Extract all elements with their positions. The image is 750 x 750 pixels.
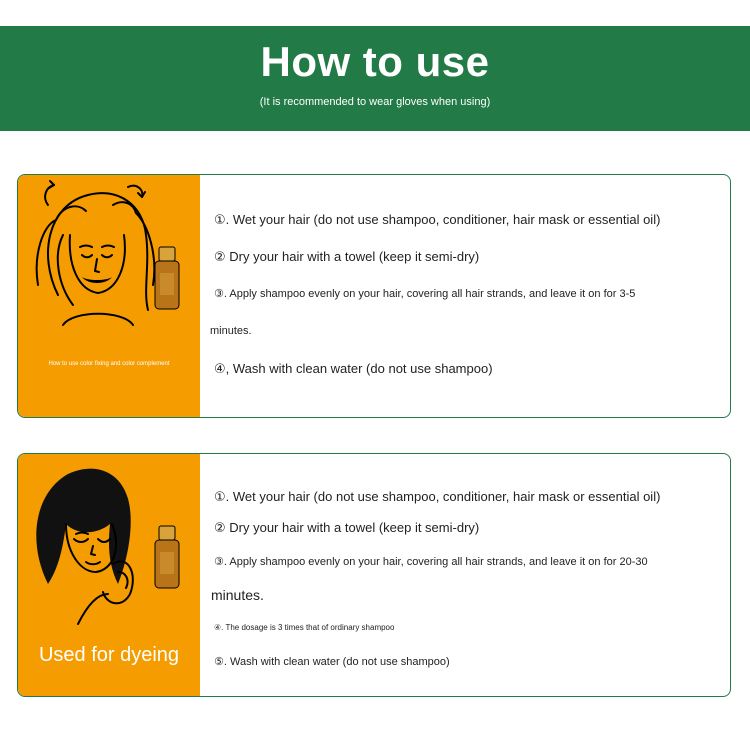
panel-caption: Used for dyeing: [38, 644, 180, 666]
instruction-card-dyeing: [17, 453, 731, 697]
step-3-cont: minutes.: [211, 587, 264, 603]
step-1: ①. Wet your hair (do not use shampoo, conditioner, hair mask or essential oil): [214, 212, 661, 227]
step-1: ①. Wet your hair (do not use shampoo, conditioner, hair mask or essential oil): [214, 489, 661, 504]
page-title: How to use: [260, 38, 490, 85]
step-5: ⑤. Wash with clean water (do not use shampoo): [214, 656, 450, 668]
illustration-panel: [18, 175, 200, 417]
step-2: ② Dry your hair with a towel (keep it semi-dry): [214, 249, 480, 264]
illustration-panel: [18, 454, 200, 696]
step-3: ③. Apply shampoo evenly on your hair, covering all hair strands, and leave it on for 3-5: [214, 288, 636, 300]
step-4: ④, Wash with clean water (do not use shampoo): [214, 361, 493, 376]
step-3: ③. Apply shampoo evenly on your hair, covering all hair strands, and leave it on for 20-30: [214, 556, 648, 568]
page-header: [0, 26, 750, 131]
woman-applying-hair-illustration: [18, 175, 200, 418]
instruction-card-color-fixing: [17, 174, 731, 418]
panel-caption: How to use color fixing and color complement: [48, 361, 170, 367]
bottle-icon: [155, 526, 179, 588]
step-4: ④. The dosage is 3 times that of ordinary shampoo: [214, 623, 395, 632]
step-2: ② Dry your hair with a towel (keep it semi-dry): [214, 520, 480, 535]
page-subtitle: (It is recommended to wear gloves when using): [259, 96, 491, 108]
step-3-cont: minutes.: [210, 325, 252, 337]
bottle-icon: [155, 247, 179, 309]
